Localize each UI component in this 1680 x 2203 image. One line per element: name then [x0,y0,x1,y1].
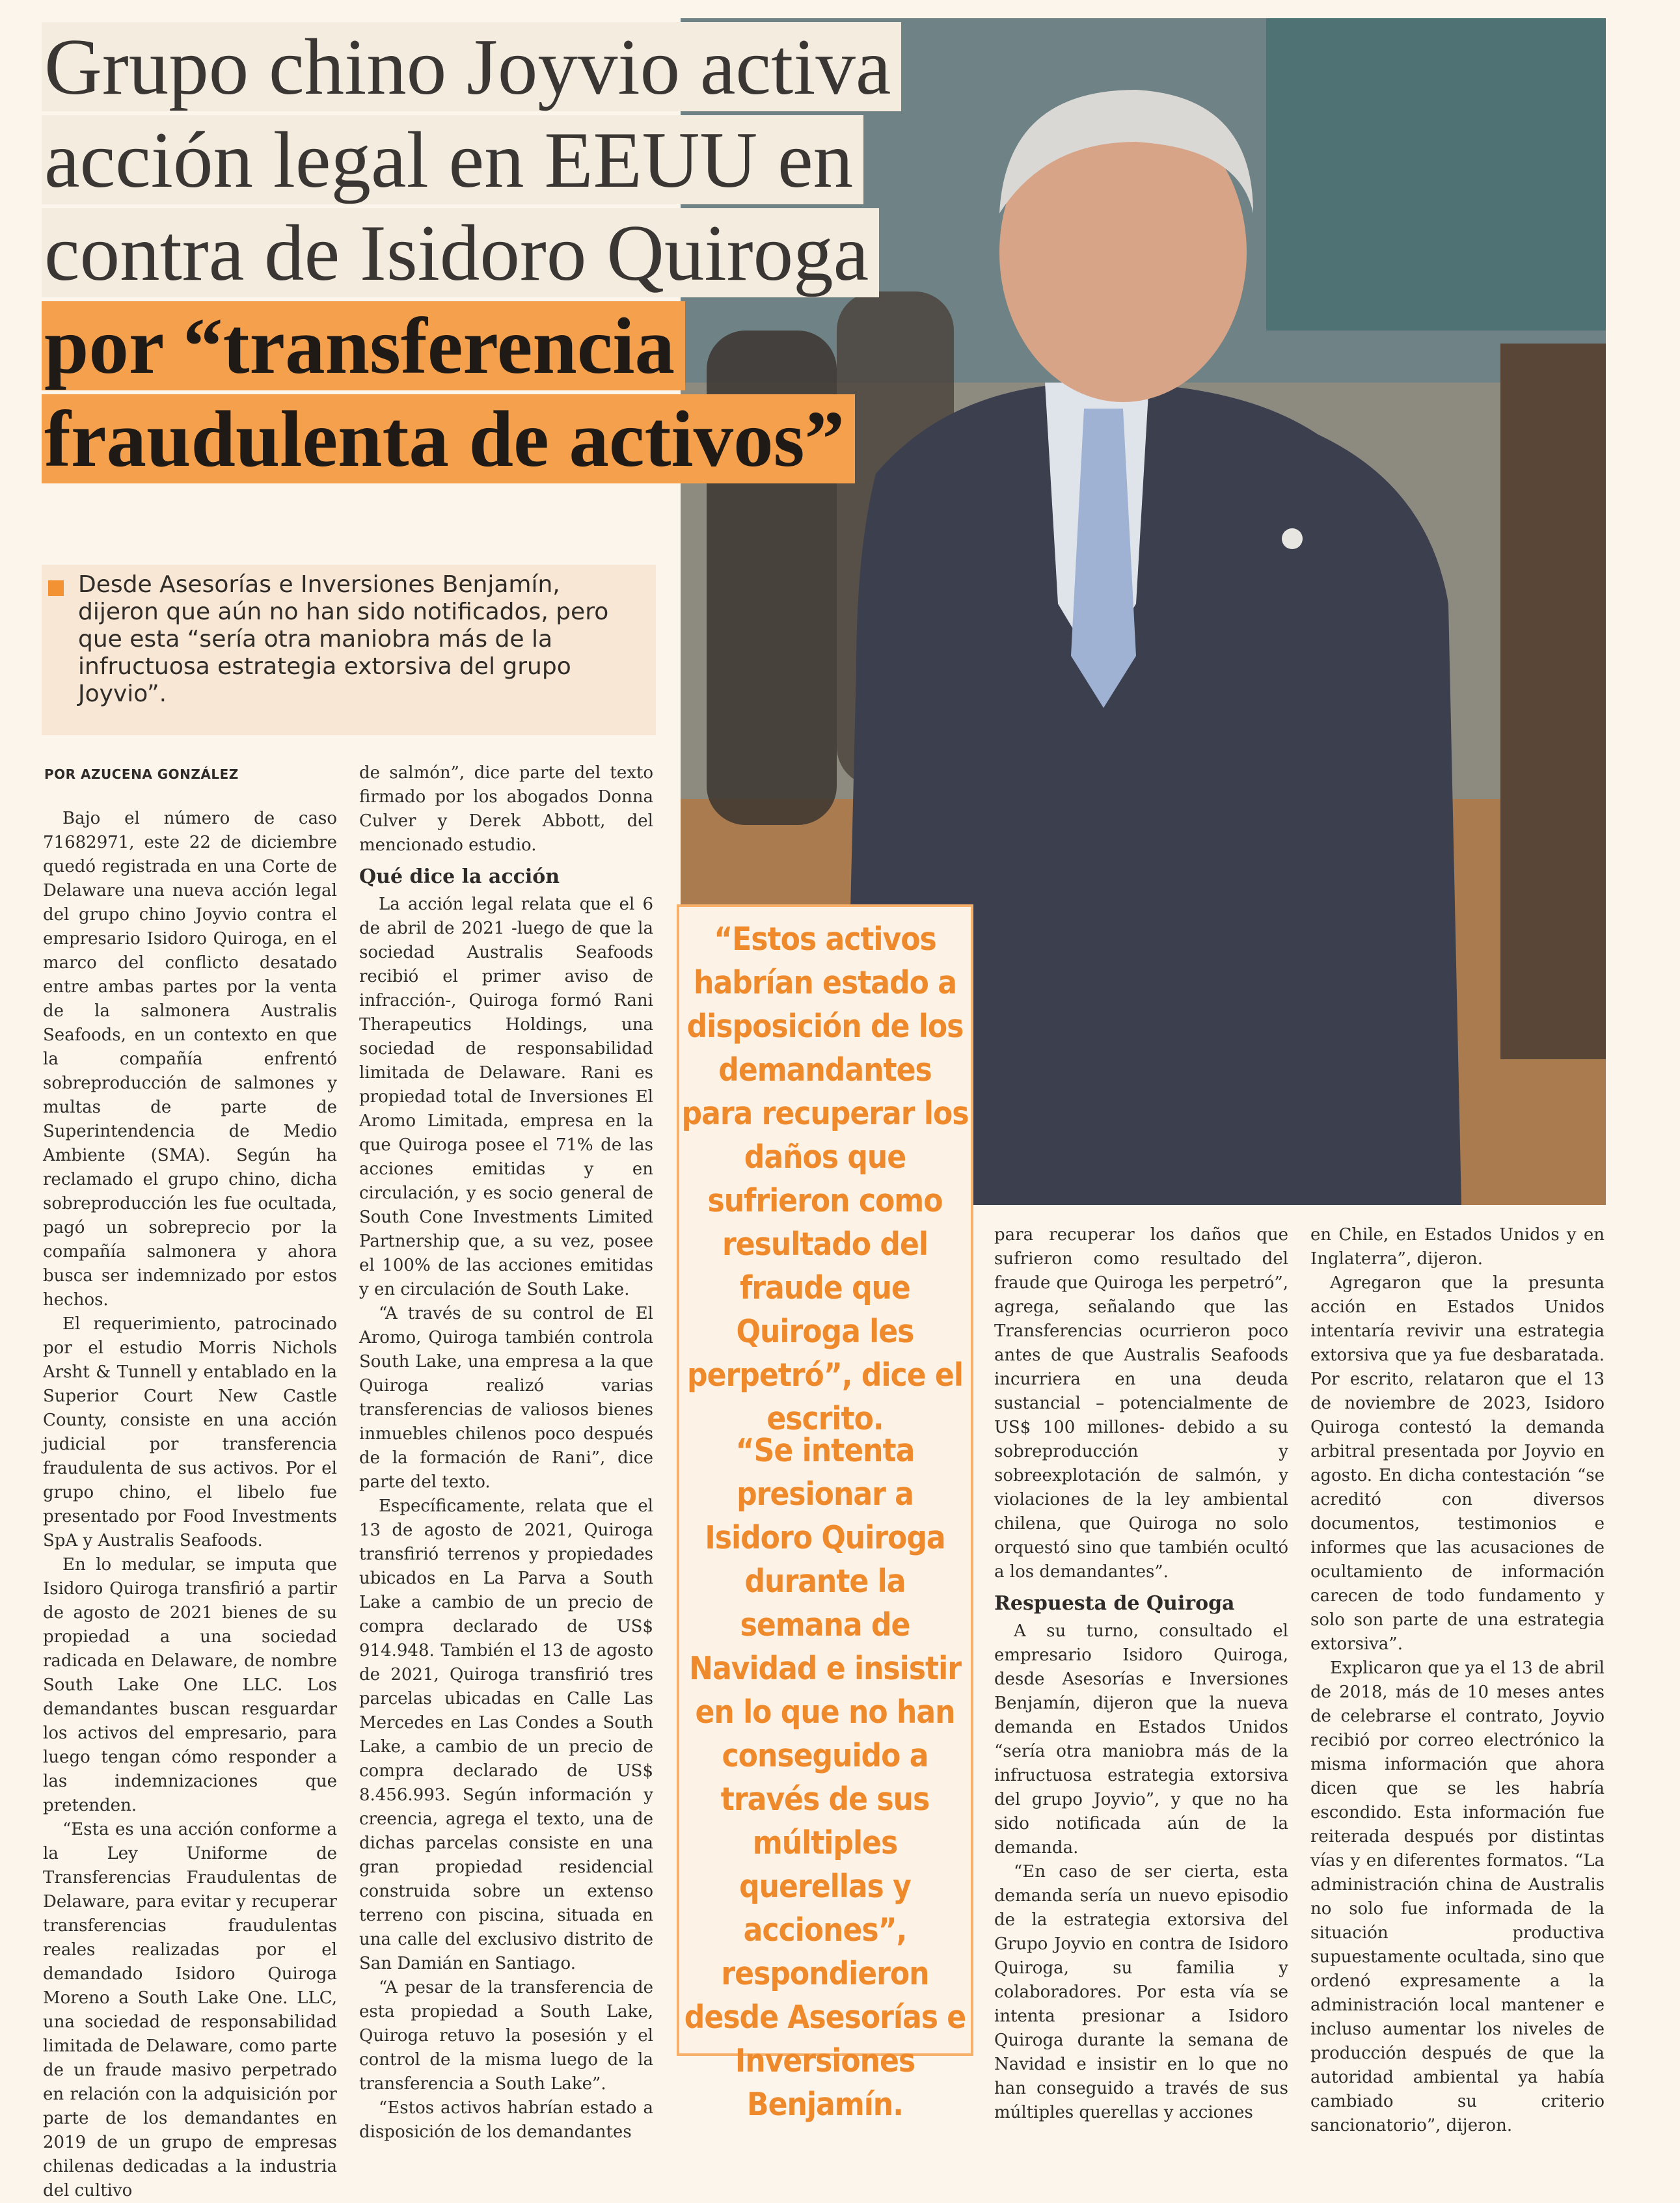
paragraph: La acción legal relata que el 6 de abril de 2021 -luego de que la sociedad Australis Seafoods recibió el primer aviso de infracción-, Quiroga formó Rani Therapeutics Holdings, una sociedad de responsabilidad limitada de Delaware. Rani es propiedad total de Inversiones El Aromo Limitada, empresa en la que Quiroga posee el 71% de las acciones emitidas y en circulación, y es socio general de South Cone Investments Limited Partnership que, a su vez, posee el 100% de las acciones emitidas y en circulación de South Lake. [359,895,653,1299]
paragraph: “Estos activos habrían estado a disposición de los demandantes [359,2098,653,2142]
paragraph: “Esta es una acción conforme a la Ley Uniforme de Transferencias Fraudulentas de Delaware, para evitar y recuperar transferencias fraudulentas reales realizadas por el demandado Isidoro Quiroga Moreno a South Lake One. LLC, una sociedad de responsabilidad limitada de Delaware, como parte de un fraude masivo perpetrado en relación con la adquisición por parte de los demandantes en 2019 de un grupo de empresas chilenas dedicadas a la industria del cultivo [43,1820,337,2200]
article-column-4 [1310,1223,1605,2138]
headline-line-3: contra de Isidoro Quiroga [42,208,879,297]
paragraph: El requerimiento, patrocinado por el estudio Morris Nichols Arsht & Tunnell y entablado en la Superior Court New Castle County, consiste en una acción judicial por transferencia fraudulenta de sus activos. Por el grupo chino, el libelo fue presentado por Food Investments SpA y Australis Seafoods. [43,1314,337,1550]
pullquote-1: “Estos activos habrían estado a disposición de los demandantes para recuperar los daños que sufrieron como resultado del fraude que Quiroga les perpetró”, dice el escrito. [681,921,969,1437]
headline-line-2: acción legal en EEUU en [42,115,863,204]
paragraph: “A pesar de la transferencia de esta propiedad a South Lake, Quiroga retuvo la posesión y el control de la misma luego de la transferencia a South Lake”. [359,1978,653,2094]
headline [42,22,891,487]
headline-line-1: Grupo chino Joyvio activa [42,22,901,111]
section-heading: Respuesta de Quiroga [994,1592,1235,1615]
paragraph: Agregaron que la presunta acción en Estados Unidos intentaría revivir una estrategia extorsiva que ya fue desbaratada. Por escrito, relataron que el 13 de noviembre de 2023, Isidoro Quiroga contestó la demanda arbitral presentada por Joyvio en agosto. En dicha contestación “se acreditó con diversos documentos, testimonios e informes que las acusaciones de ocultamiento de información carecen de todo fundamento y solo son parte de una estrategia extorsiva”. [1310,1273,1605,1654]
headline-line-4: por “transferencia [42,301,685,390]
paragraph: Bajo el número de caso 71682971, este 22 de diciembre quedó registrada en una Corte de Delaware una nueva acción legal del grupo chino Joyvio contra el empresario Isidoro Quiroga, en el marco del conflicto desatado entre ambas partes por la venta de la salmonera Australis Seafoods, en un contexto en que la compañía enfrentó sobreproducción de salmones y multas de parte de Superintendencia de Medio Ambiente (SMA). Según ha reclamado el grupo chino, dicha sobreproducción les fue ocultada, pagó un sobreprecio por la compañía salmonera y ahora busca ser indemnizado por estos hechos. [43,809,337,1310]
paragraph: “En caso de ser cierta, esta demanda sería un nuevo episodio de la estrategia extorsiva del Grupo Joyvio en contra de Isidoro Quiroga, su familia y colaboradores. Por esta vía se intenta presionar a Isidoro Quiroga durante la semana de Navidad e insistir en lo que no han conseguido a través de sus múltiples querellas y acciones [994,1862,1288,2122]
paragraph: Específicamente, relata que el 13 de agosto de 2021, Quiroga transfirió terrenos y propiedades ubicados en La Parva a South Lake a cambio de un precio de compra declarado de US$ 914.948. También el 13 de agosto de 2021, Quiroga transfirió tres parcelas ubicadas en Calle Las Mercedes en Las Condes a South Lake, a cambio de un precio de compra declarado de US$ 8.456.993. Según información y creencia, agrega el texto, una de dichas parcelas consiste en una gran propiedad residencial construida sobre un extenso terreno con piscina, situada en una calle del exclusivo distrito de San Damián en Santiago. [359,1496,653,1973]
lead-box [42,565,656,735]
paragraph: en Chile, en Estados Unidos y en Inglaterra”, dijeron. [1310,1225,1605,1269]
article-column-3 [994,1223,1288,2125]
bullet-square-icon [48,580,64,596]
paragraph: para recuperar los daños que sufrieron como resultado del fraude que Quiroga les perpetró”, agrega, señalando que las Transferencias ocurrieron poco antes de que Australis Seafoods incurriera en una deuda sustancial – potencialmente de US$ 100 millones- debido a su sobreproducción y sobreexplotación de salmón, y violaciones de la ley ambiental chilena, que Quiroga no solo orquestó sino que también ocultó a los demandantes”. [994,1225,1288,1582]
lead-text: Desde Asesorías e Inversiones Benjamín, dijeron que aún no han sido notificados, pero que esta “sería otra maniobra más de la infructuosa estrategia extorsiva del grupo Joyvio”. [78,571,609,707]
section-heading: Qué dice la acción [359,865,560,888]
paragraph: Explicaron que ya el 13 de abril de 2018, más de 10 meses antes de celebrarse el contrato, Joyvio recibió por correo electrónico la misma información que ahora dicen que se les habría escondido. Esta información fue reiterada después por distintas vías y en diferentes formatos. “La administración china de Australis no solo fue informada de la situación productiva supuestamente ocultada, sino que ordenó expresamente a la administración local mantener e incluso aumentar los niveles de producción después de que la autoridad ambiental ya había cambiado su criterio sancionatorio”, dijeron. [1310,1658,1605,2135]
paragraph: A su turno, consultado el empresario Isidoro Quiroga, desde Asesorías e Inversiones Benjamín, dijeron que la nueva demanda en Estados Unidos “sería otra maniobra más de la infructuosa estrategia extorsiva del grupo Joyvio”, y que no ha sido notificada aún de la demanda. [994,1621,1288,1858]
paragraph: En lo medular, se imputa que Isidoro Quiroga transfirió a partir de agosto de 2021 bienes de su propiedad a una sociedad radicada en Delaware, de nombre South Lake One LLC. Los demandantes buscan resguardar los activos del empresario, para luego tengan cómo responder a las indemnizaciones que pretenden. [43,1555,337,1815]
headline-line-5: fraudulenta de activos” [42,394,855,483]
paragraph: de salmón”, dice parte del texto firmado por los abogados Donna Culver y Derek Abbott, del mencionado estudio. [359,763,653,855]
paragraph: “A través de su control de El Aromo, Quiroga también controla South Lake, una empresa a la que Quiroga realizó varias transferencias de valiosos bienes inmuebles chilenos poco después de la formación de Rani”, dice parte del texto. [359,1304,653,1492]
article-column-2 [359,761,653,2144]
byline: POR AZUCENA GONZÁLEZ [44,766,239,782]
article-column-1 [43,807,337,2203]
pullquote-2: “Se intenta presionar a Isidoro Quiroga durante la semana de Navidad e insistir en lo que no han conseguido a través de sus múltiples querellas y acciones”, respondieron desde Asesorías e Inversiones Benjamín. [684,1432,966,2123]
